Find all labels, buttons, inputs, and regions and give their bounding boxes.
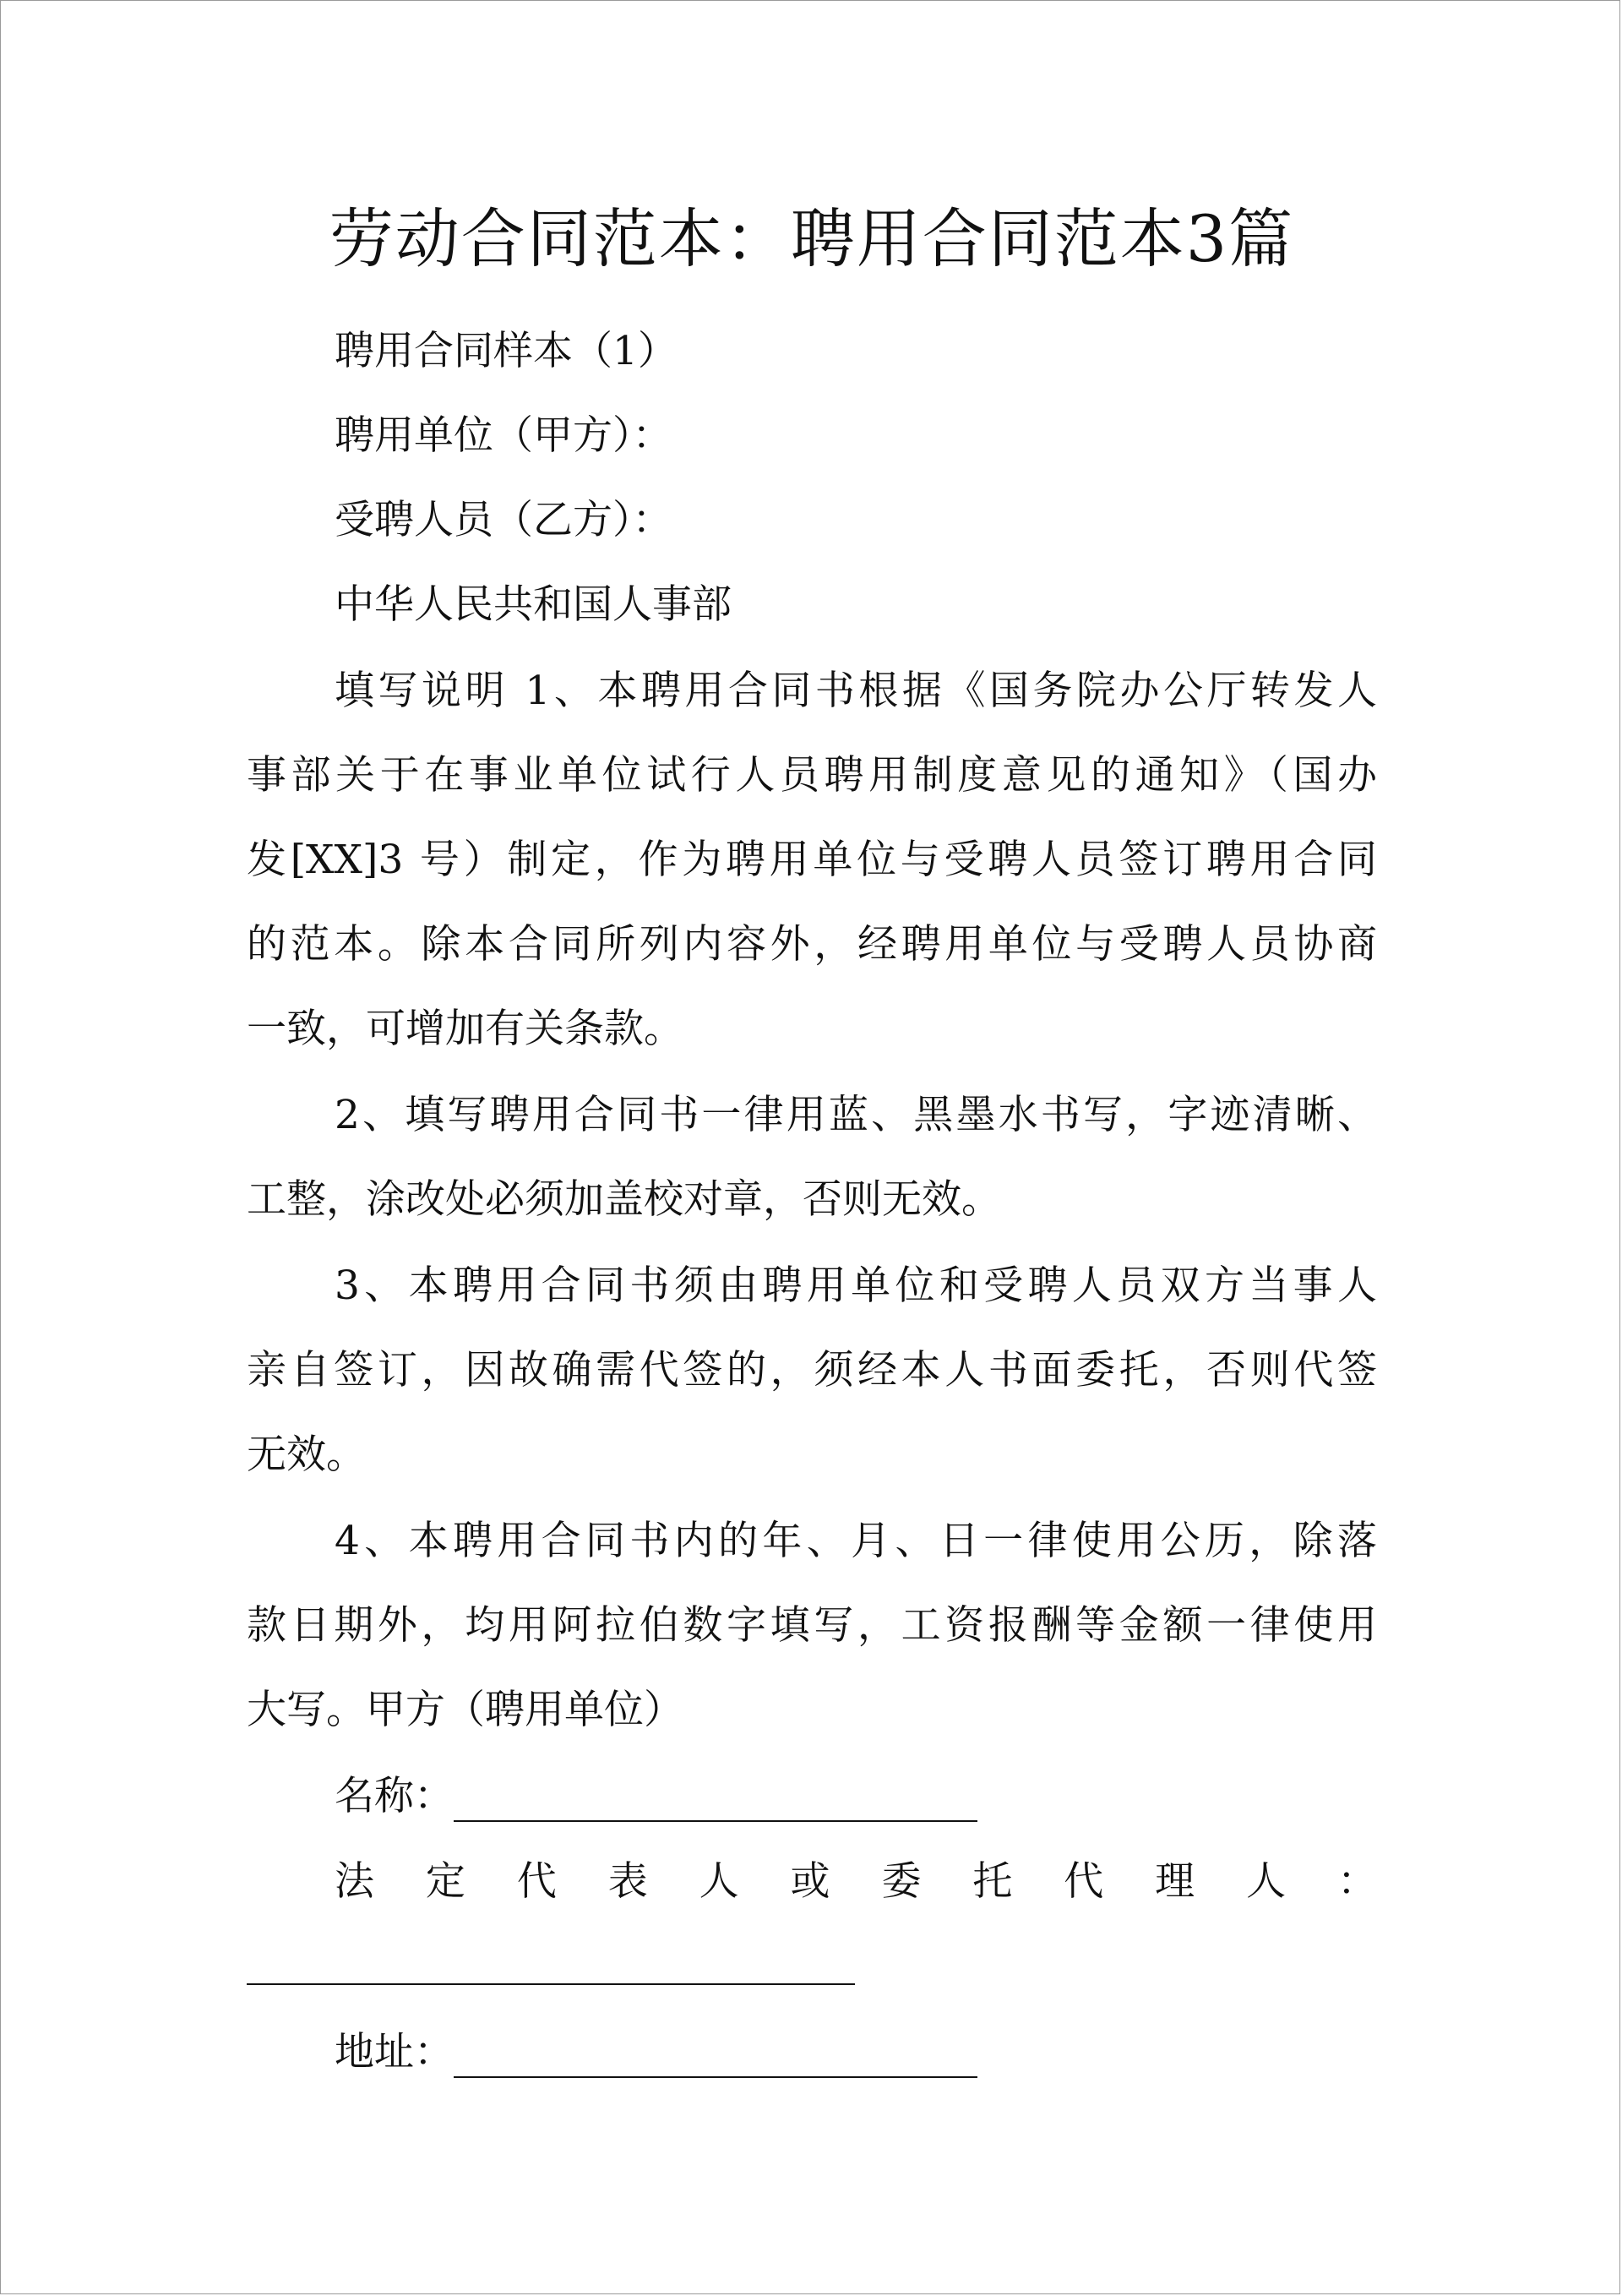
instruction-line: 的范本。除本合同所列内容外，经聘用单位与受聘人员协商 — [247, 921, 1377, 968]
rep-char: 人 — [1246, 1858, 1287, 1905]
instruction-line: 发[XX]3 号）制定，作为聘用单位与受聘人员签订聘用合同 — [247, 837, 1377, 883]
instruction-line: 无效。 — [247, 1432, 366, 1478]
instruction-line: 亲自签订，因故确需代签的，须经本人书面委托，否则代签 — [247, 1347, 1377, 1393]
rep-char: 表 — [607, 1858, 648, 1905]
employer-line: 聘用单位（甲方）： — [335, 412, 672, 459]
rep-char: ： — [1336, 1858, 1377, 1905]
address-field — [335, 2027, 977, 2078]
address-blank[interactable] — [454, 2037, 977, 2078]
name-label: 名称： — [335, 1773, 454, 1819]
rep-char: 或 — [790, 1858, 830, 1905]
instruction-line: 事部关于在事业单位试行人员聘用制度意见的通知》（国办 — [247, 752, 1377, 799]
sample-heading: 聘用合同样本（1） — [335, 328, 678, 374]
instruction-line: 填写说明 1、本聘用合同书根据《国务院办公厅转发人 — [335, 668, 1377, 714]
instruction-line: 大写。甲方（聘用单位） — [247, 1687, 683, 1733]
instruction-line: 2、填写聘用合同书一律用蓝、黑墨水书写，字迹清晰、 — [335, 1092, 1377, 1138]
rep-char: 代 — [516, 1858, 557, 1905]
representative-label — [335, 1857, 1377, 1907]
instruction-line: 一致，可增加有关条款。 — [247, 1006, 683, 1052]
rep-char: 人 — [699, 1858, 739, 1905]
name-blank[interactable] — [454, 1781, 977, 1822]
instruction-line: 款日期外，均用阿拉伯数字填写，工资报酬等金额一律使用 — [247, 1602, 1377, 1649]
rep-char: 定 — [425, 1858, 465, 1905]
rep-char: 托 — [972, 1858, 1013, 1905]
rep-char: 法 — [335, 1858, 374, 1905]
instruction-line: 工整，涂改处必须加盖校对章，否则无效。 — [247, 1176, 1001, 1223]
instruction-line: 4、本聘用合同书内的年、月、日一律使用公历，除落 — [335, 1518, 1377, 1564]
address-label: 地址： — [335, 2029, 454, 2075]
instruction-line: 3、本聘用合同书须由聘用单位和受聘人员双方当事人 — [335, 1263, 1377, 1309]
rep-char: 代 — [1064, 1858, 1104, 1905]
rep-char: 理 — [1155, 1858, 1195, 1905]
employee-line: 受聘人员（乙方）： — [335, 497, 672, 543]
representative-blank[interactable] — [247, 1983, 855, 1985]
name-field — [335, 1771, 977, 1822]
document-title: 劳动合同范本：聘用合同范本3篇 — [329, 201, 1295, 276]
rep-char: 委 — [881, 1858, 922, 1905]
issuer-line: 中华人民共和国人事部 — [335, 581, 732, 628]
